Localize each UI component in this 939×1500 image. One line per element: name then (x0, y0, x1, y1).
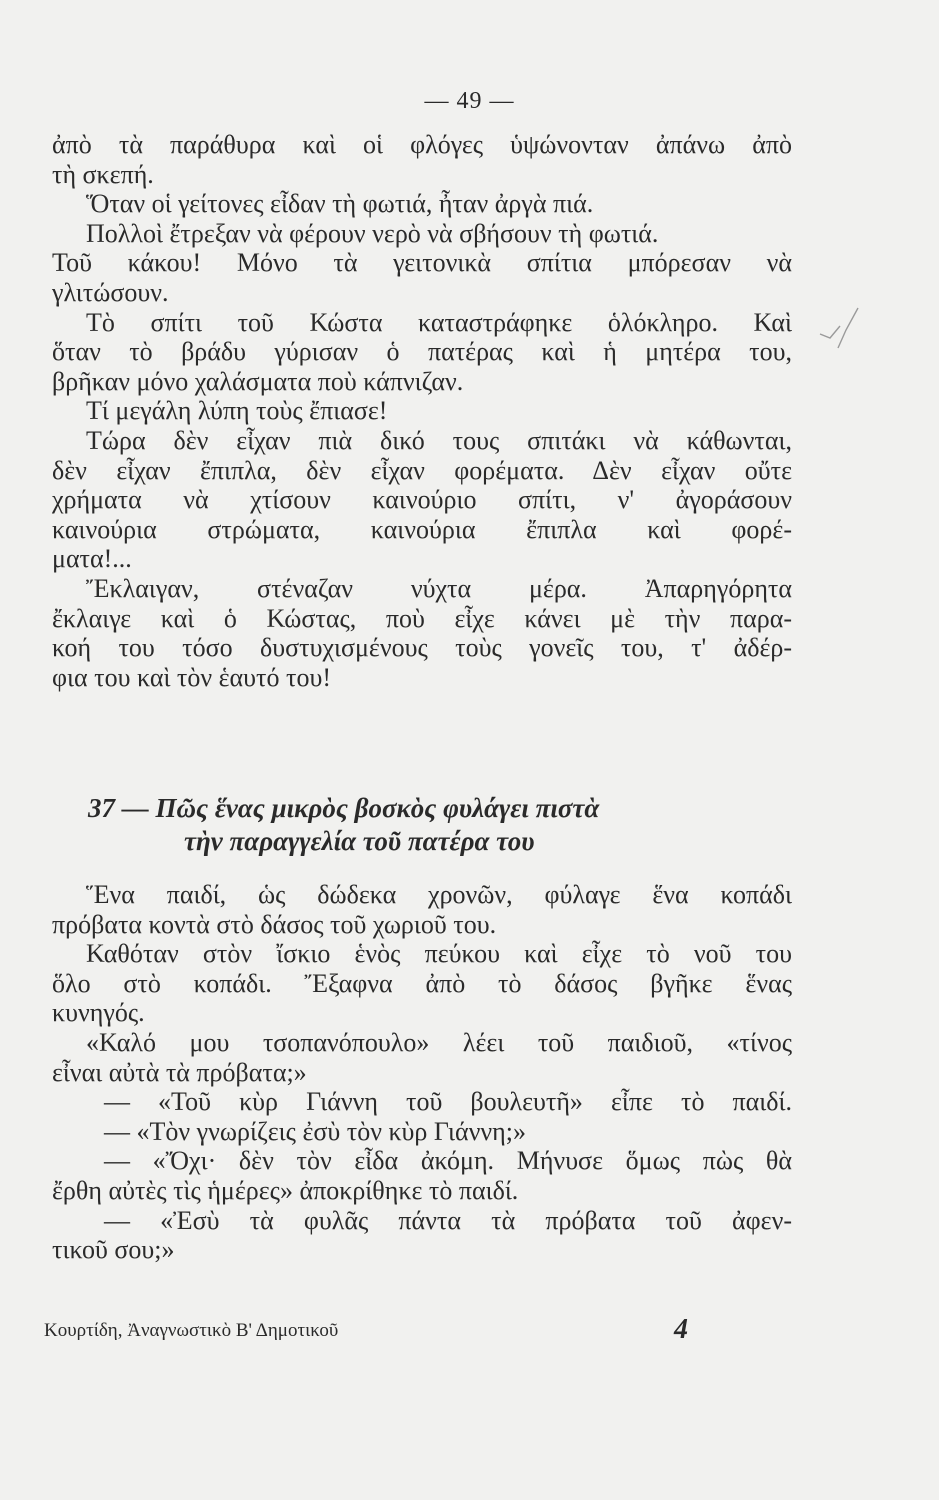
text-line: χρήματα νὰ χτίσουν καινούριο σπίτι, ν' ἀγοράσουν (52, 485, 792, 515)
text-line: «Καλό μου τσοπανόπουλο» λέει τοῦ παιδιοῦ, «τίνος (86, 1027, 792, 1057)
text-line: — «Ἐσὺ τὰ φυλᾶς πάντα τὰ πρόβατα τοῦ ἀφεν- (104, 1205, 792, 1235)
text-line: — «Ὄχι· δὲν τὸν εἶδα ἀκόμη. Μήνυσε ὅμως πὼς θὰ (104, 1146, 792, 1176)
text-line: Τὸ σπίτι τοῦ Κώστα καταστράφηκε ὁλόκληρο. Καὶ (86, 307, 792, 337)
text-line: Ἔκλαιγαν, στέναζαν νύχτα μέρα. Ἀπαρηγόρητα (86, 573, 792, 603)
text-line: — «Τοῦ κὺρ Γιάννη τοῦ βουλευτῆ» εἶπε τὸ παιδί. (104, 1087, 792, 1117)
text-line: Πολλοὶ ἔτρεξαν νὰ φέρουν νερὸ νὰ σβήσουν τὴ φωτιά. (86, 218, 659, 248)
pencil-check-mark-icon (816, 296, 876, 356)
chapter-heading (88, 792, 748, 858)
text-line: φια του καὶ τὸν ἑαυτό του! (52, 662, 331, 692)
footer-book-title: Κουρτίδη, Ἀναγνωστικὸ Β' Δημοτικοῦ (44, 1320, 339, 1341)
text-line: καινούρια στρώματα, καινούρια ἔπιπλα καὶ φορέ- (52, 514, 792, 544)
text-line: δὲν εἶχαν ἔπιπλα, δὲν εἶχαν φορέματα. Δὲν εἶχαν οὔτε (52, 455, 792, 485)
text-line: Καθόταν στὸν ἴσκιο ἑνὸς πεύκου καὶ εἶχε τὸ νοῦ του (86, 939, 792, 969)
text-line: Ἕνα παιδί, ὡς δώδεκα χρονῶν, φύλαγε ἕνα κοπάδι (86, 880, 792, 909)
text-line: — «Τὸν γνωρίζεις ἐσὺ τὸν κὺρ Γιάννη;» (104, 1116, 526, 1146)
story-text-bottom (52, 880, 792, 1265)
text-line: ἔκλαιγε καὶ ὁ Κώστας, ποὺ εἶχε κάνει μὲ τὴν παρα- (52, 603, 792, 633)
text-line: ἀπὸ τὰ παράθυρα καὶ οἱ φλόγες ὑψώνονταν ἀπάνω ἀπὸ (52, 130, 792, 159)
text-line: Ὅταν οἱ γείτονες εἶδαν τὴ φωτιά, ἦταν ἀργὰ πιά. (86, 189, 594, 219)
text-line: Τοῦ κάκου! Μόνο τὰ γειτονικὰ σπίτια μπόρεσαν νὰ (52, 248, 792, 278)
text-line: κυνηγός. (52, 998, 145, 1028)
text-line: ἔρθη αὐτὲς τὶς ἡμέρες» ἀποκρίθηκε τὸ παιδί. (52, 1175, 519, 1205)
text-line: ὅταν τὸ βράδυ γύρισαν ὁ πατέρας καὶ ἡ μητέρα του, (52, 337, 792, 367)
text-line: εἶναι αὐτὰ τὰ πρόβατα;» (52, 1057, 307, 1087)
text-line: ὅλο στὸ κοπάδι. Ἔξαφνα ἀπὸ τὸ δάσος βγῆκε ἕνας (52, 968, 792, 998)
chapter-heading-line-2: τὴν παραγγελία τοῦ πατέρα του (184, 826, 535, 856)
footer-signature-mark: 4 (674, 1314, 688, 1345)
text-line: Τί μεγάλη λύπη τοὺς ἔπιασε! (86, 396, 388, 426)
story-text-top (52, 130, 792, 692)
text-line: ματα!... (52, 544, 132, 574)
text-line: βρῆκαν μόνο χαλάσματα ποὺ κάπνιζαν. (52, 366, 464, 396)
text-line: Τώρα δὲν εἶχαν πιὰ δικό τους σπιτάκι νὰ κάθωνται, (86, 425, 792, 455)
text-line: κοή του τόσο δυστυχισμένους τοὺς γονεῖς του, τ' ἀδέρ- (52, 633, 792, 663)
text-line: τικοῦ σου;» (52, 1235, 175, 1265)
text-line: γλιτώσουν. (52, 277, 169, 307)
text-line: πρόβατα κοντὰ στὸ δάσος τοῦ χωριοῦ του. (52, 909, 497, 939)
text-line: τὴ σκεπή. (52, 159, 154, 189)
page-number: — 49 — (424, 88, 515, 114)
chapter-heading-line-1: 37 — Πῶς ἕνας μικρὸς βοσκὸς φυλάγει πιστὰ (88, 793, 600, 823)
